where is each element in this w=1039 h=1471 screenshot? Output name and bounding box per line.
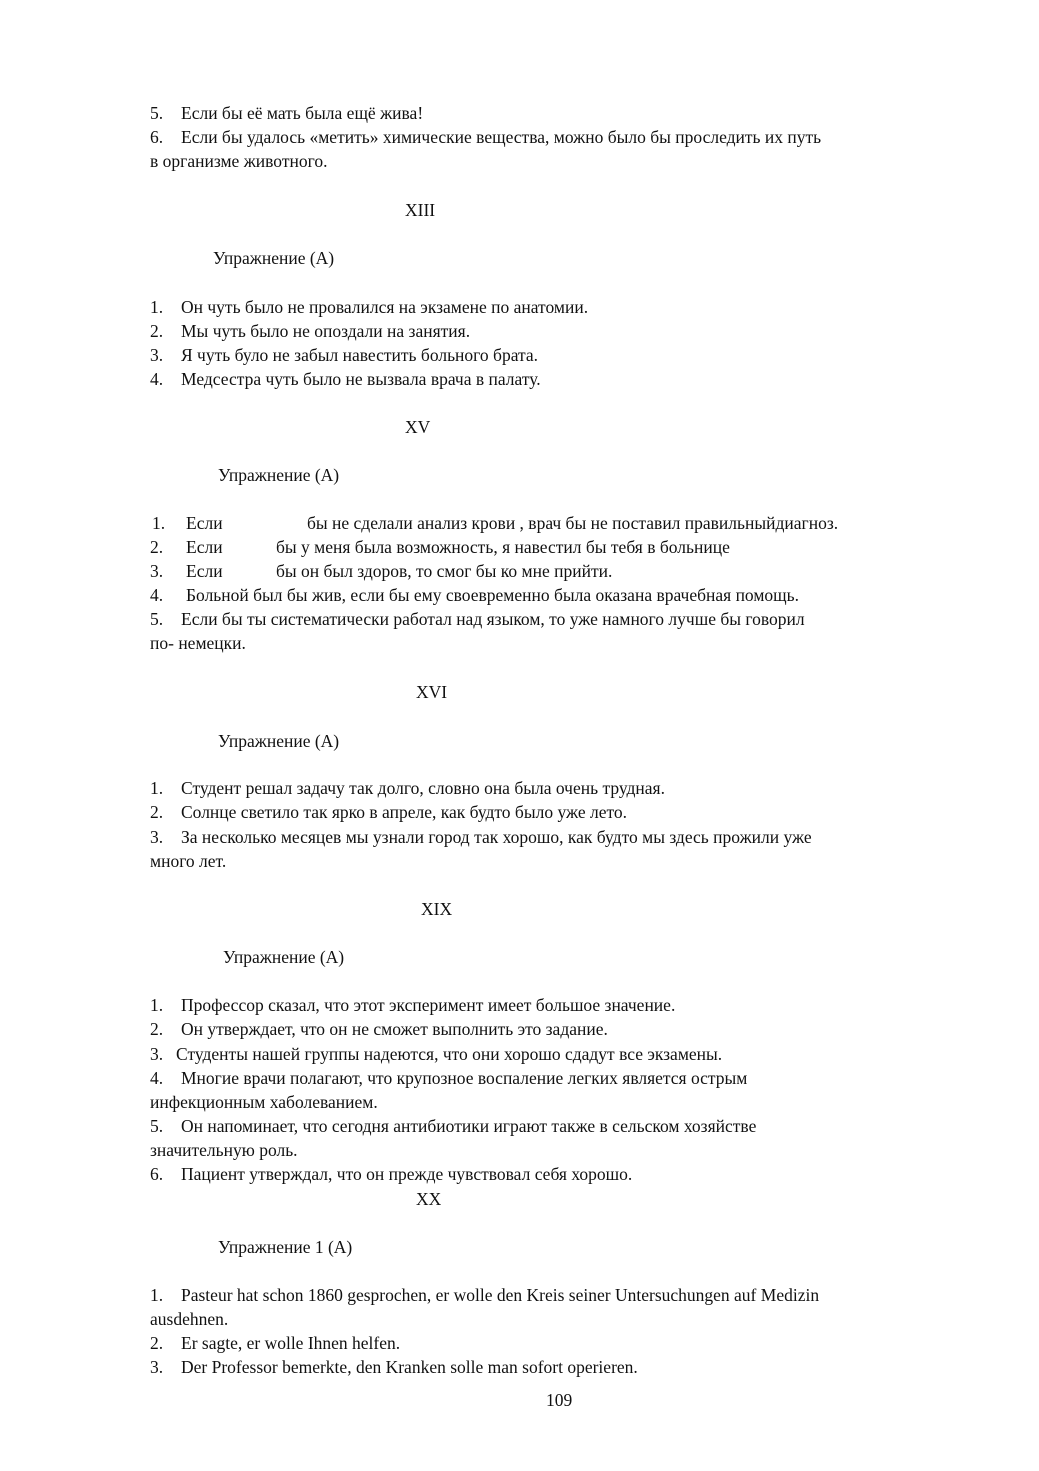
item-text: Er sagte, er wolle Ihnen helfen. [181, 1333, 401, 1353]
item-text: бы не сделали анализ крови , врач бы не поставил правильныйдиагноз. [307, 513, 839, 533]
item-text: Если бы удалось «метить» химические вещества, можно было бы проследить их путь [181, 127, 822, 147]
exercise-title: Упражнение (А) [213, 248, 335, 268]
exercise-title: Упражнение (А) [218, 465, 340, 485]
item-number: 2. [150, 1333, 164, 1353]
list-item [150, 993, 675, 1017]
item-number: 2. [150, 802, 164, 822]
item-text: Солнце светило так ярко в апреле, как будто было уже лето. [181, 802, 628, 822]
item-text: Студенты нашей группы надеются, что они хорошо сдадут все экзамены. [176, 1044, 723, 1064]
list-item [150, 1331, 400, 1355]
item-number: 6. [150, 127, 164, 147]
item-text: Многие врачи полагают, что крупозное воспаление легких является острым [181, 1068, 748, 1088]
item-text: Студент решал задачу так долго, словно она была очень трудная. [181, 778, 665, 798]
item-text: За несколько месяцев мы узнали город так хорошо, как будто мы здесь прожили уже [181, 827, 812, 847]
item-text: в организме животного. [150, 151, 328, 171]
item-number: 4. [150, 1068, 164, 1088]
list-item [150, 1114, 756, 1138]
list-item [150, 367, 541, 391]
item-text: инфекционным хаболеванием. [150, 1092, 378, 1112]
list-item-continuation [150, 1307, 228, 1331]
item-number: 3. [150, 827, 164, 847]
item-number: 4. [150, 369, 164, 389]
item-text: Мы чуть было не опоздали на занятия. [181, 321, 471, 341]
section-heading: XIII [405, 200, 436, 220]
list-item [150, 776, 665, 800]
item-number: 2. [150, 1019, 164, 1039]
list-item [150, 101, 423, 125]
list-item [150, 295, 588, 319]
item-text: Профессор сказал, что этот эксперимент имеет большое значение. [181, 995, 676, 1015]
list-item [150, 343, 538, 367]
page-number: 109 [546, 1390, 573, 1410]
item-text: бы он был здоров, то смог бы ко мне прийти. [276, 561, 613, 581]
item-text: много лет. [150, 851, 227, 871]
list-item-continuation [150, 849, 226, 873]
list-item [150, 559, 612, 583]
item-text: Если бы ты систематически работал над языком, то уже намного лучше бы говорил [181, 609, 805, 629]
item-number: 1. [150, 297, 164, 317]
list-item [152, 511, 838, 535]
item-text: Если бы её мать была ещё жива! [181, 103, 424, 123]
list-item [150, 535, 730, 559]
list-item-continuation [150, 149, 327, 173]
section-heading: XVI [416, 682, 448, 702]
item-number: 1. [150, 1285, 164, 1305]
list-item [150, 125, 821, 149]
list-item-continuation [150, 1138, 298, 1162]
item-text: значительную роль. [150, 1140, 298, 1160]
item-text: бы у меня была возможность, я навестил бы тебя в больнице [276, 537, 730, 557]
list-item [150, 1017, 608, 1041]
exercise-title: Упражнение (А) [218, 731, 340, 751]
item-number: 3. [150, 561, 164, 581]
item-lead-word: Если [186, 513, 223, 533]
list-item-continuation [150, 1090, 378, 1114]
item-number: 6. [150, 1164, 164, 1184]
exercise-title: Упражнение (А) [223, 947, 345, 967]
item-text: Больной был бы жив, если бы ему своевременно была оказана врачебная помощь. [186, 585, 800, 605]
item-text: Pasteur hat schon 1860 gesprochen, er wolle den Kreis seiner Untersuchungen auf Medizin [181, 1285, 820, 1305]
list-item-continuation [150, 631, 246, 655]
section-heading: XIX [421, 899, 453, 919]
item-number: 1. [150, 995, 164, 1015]
item-number: 2. [150, 537, 164, 557]
list-item [150, 800, 627, 824]
list-item [150, 1162, 632, 1186]
item-text: Пациент утверждал, что он прежде чувствовал себя хорошо. [181, 1164, 633, 1184]
list-item [150, 607, 805, 631]
item-number: 1. [150, 778, 164, 798]
item-number: 4. [150, 585, 164, 605]
item-number: 5. [150, 609, 164, 629]
item-number: 1. [152, 513, 166, 533]
list-item [150, 825, 812, 849]
list-item [150, 1066, 747, 1090]
list-item [150, 1042, 722, 1066]
item-number: 2. [150, 321, 164, 341]
item-text: Он утверждает, что он не сможет выполнить это задание. [181, 1019, 608, 1039]
item-lead-word: Если [186, 561, 223, 581]
list-item [150, 583, 799, 607]
item-text: по- немецки. [150, 633, 246, 653]
section-heading: XX [416, 1189, 442, 1209]
item-number: 5. [150, 103, 164, 123]
list-item [150, 319, 470, 343]
item-text: Он чуть было не провалился на экзамене по анатомии. [181, 297, 589, 317]
item-number: 3. [150, 1044, 164, 1064]
item-number: 5. [150, 1116, 164, 1136]
list-item [150, 1355, 638, 1379]
item-number: 3. [150, 345, 164, 365]
item-number: 3. [150, 1357, 164, 1377]
item-text: Он напоминает, что сегодня антибиотики играют также в сельском хозяйстве [181, 1116, 757, 1136]
item-text: Я чуть було не забыл навестить больного брата. [181, 345, 539, 365]
list-item [150, 1283, 819, 1307]
exercise-title: Упражнение 1 (А) [218, 1237, 353, 1257]
section-heading: XV [405, 417, 431, 437]
item-text: ausdehnen. [150, 1309, 229, 1329]
item-lead-word: Если [186, 537, 223, 557]
item-text: Der Professor bemerkte, den Kranken solle man sofort operieren. [181, 1357, 638, 1377]
item-text: Медсестра чуть было не вызвала врача в палату. [181, 369, 541, 389]
